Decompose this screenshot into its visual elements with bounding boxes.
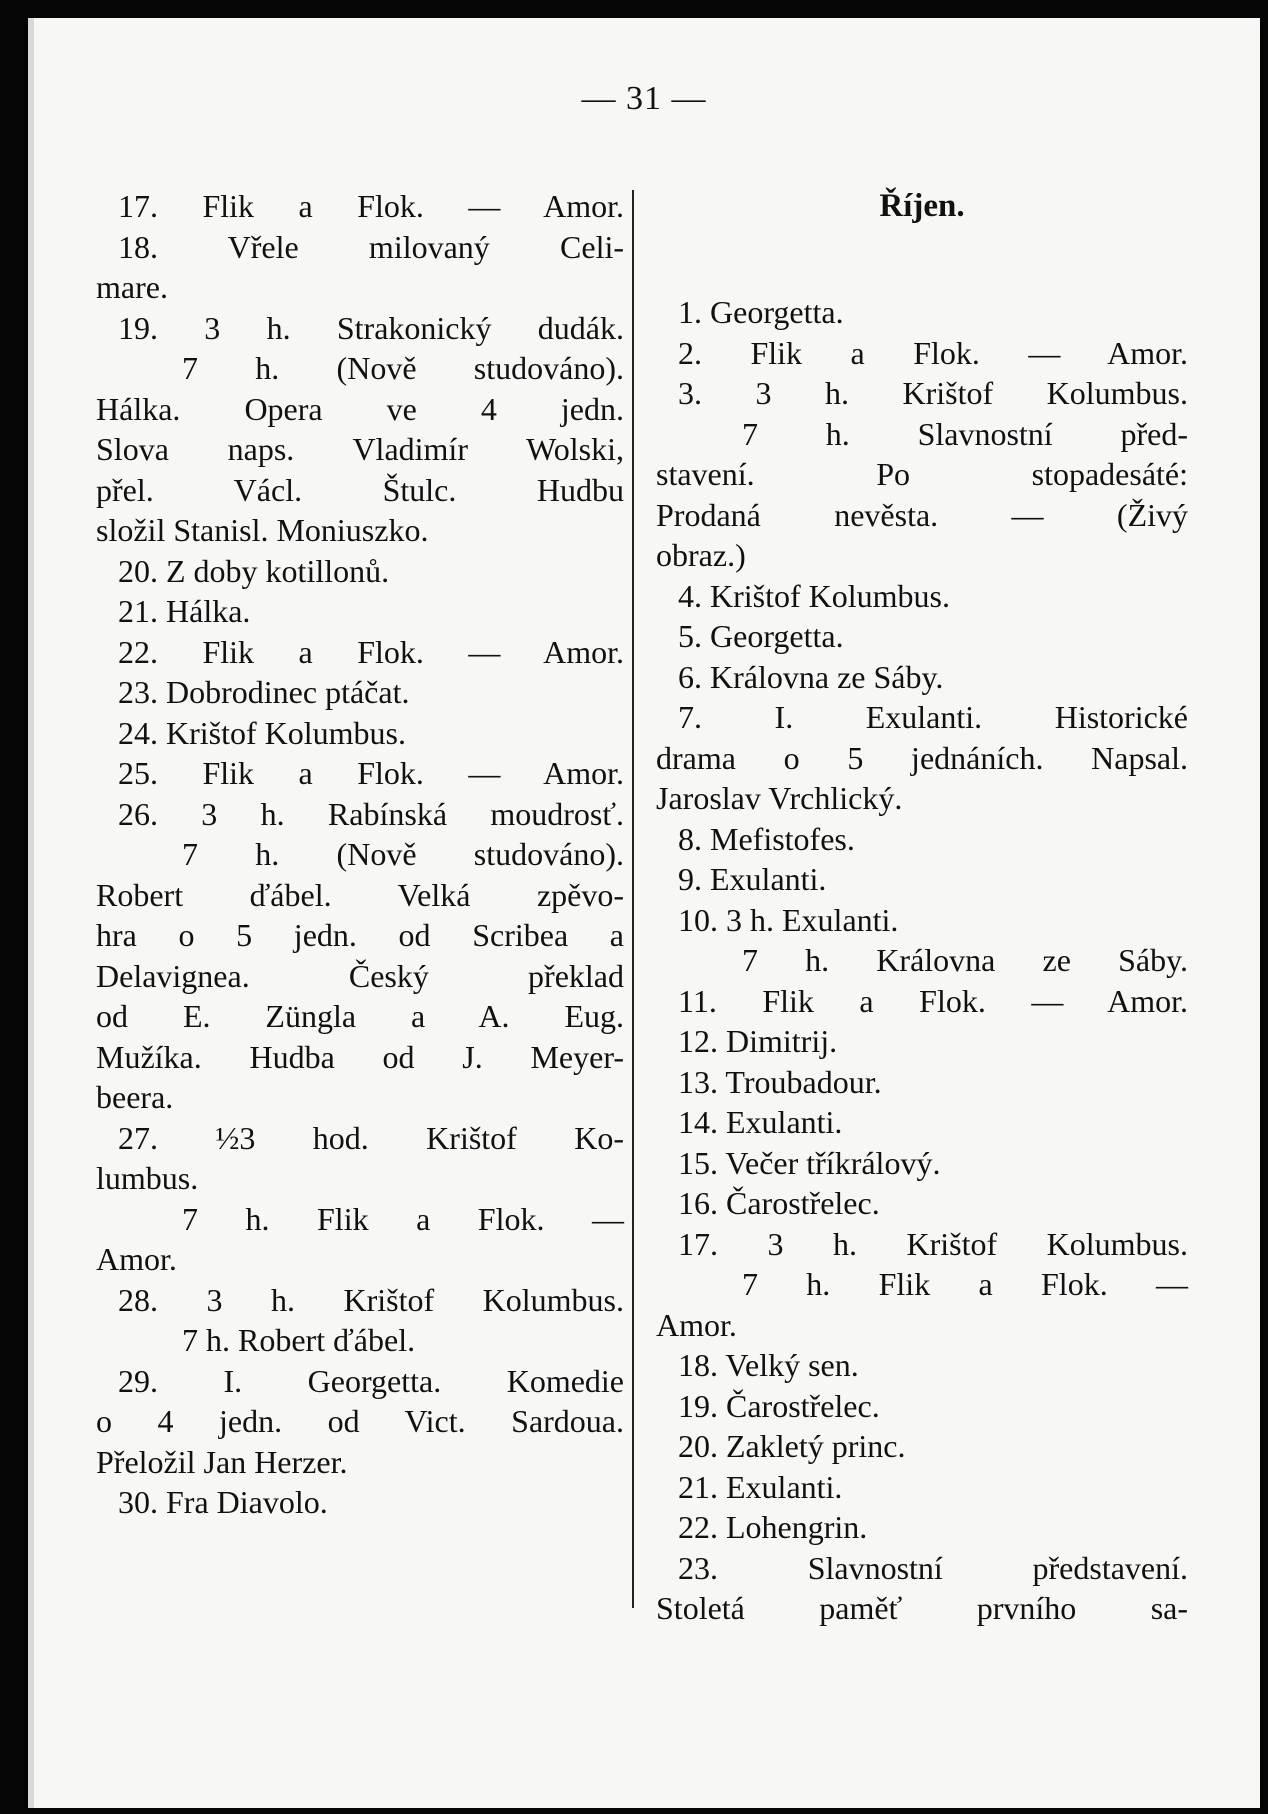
right-column xyxy=(656,186,1188,1629)
text-line: 29. I. Georgetta. Komedie xyxy=(118,1362,624,1399)
text-line: Přeložil Jan Herzer. xyxy=(96,1443,348,1480)
text-line: 10. 3 h. Exulanti. xyxy=(678,901,899,938)
text-line: 22. Lohengrin. xyxy=(678,1509,868,1545)
text-line: 7 h. Slavnostní před- xyxy=(742,415,1188,452)
text-line: 7 h. (Nově studováno). xyxy=(182,836,624,872)
text-line: mare. xyxy=(96,269,168,305)
text-line: 23. Slavnostní představení. xyxy=(678,1549,1188,1586)
text-line: 28. 3 h. Krištof Kolumbus. xyxy=(118,1281,624,1318)
text-line: 13. Troubadour. xyxy=(678,1063,882,1100)
month-heading: Říjen. xyxy=(879,188,965,224)
text-line: 24. Krištof Kolumbus. xyxy=(118,714,406,751)
text-line: 7 h. (Nově studováno). xyxy=(182,350,624,386)
left-column xyxy=(96,186,624,1523)
text-line: 8. Mefistofes. xyxy=(678,820,855,857)
text-line: 17. Flik a Flok. — Amor. xyxy=(118,188,624,224)
text-line: 21. Hálka. xyxy=(118,593,251,629)
text-line: 21. Exulanti. xyxy=(678,1468,843,1505)
text-line: Slova naps. Vladimír Wolski, xyxy=(96,431,624,467)
text-line: přel. Václ. Štulc. Hudbu xyxy=(96,471,624,508)
text-line: Mužíka. Hudba od J. Meyer- xyxy=(96,1038,624,1075)
text-line: stavení. Po stopadesáté: xyxy=(656,456,1188,492)
text-line: 7 h. Královna ze Sáby. xyxy=(742,942,1188,978)
text-line: 18. Velký sen. xyxy=(678,1347,859,1383)
text-line: 2. Flik a Flok. — Amor. xyxy=(678,334,1188,371)
text-line: 18. Vřele milovaný Celi- xyxy=(118,228,624,265)
text-line: 20. Zakletý princ. xyxy=(678,1428,906,1464)
text-line: složil Stanisl. Moniuszko. xyxy=(96,512,429,548)
text-line: hra o 5 jedn. od Scribea a xyxy=(96,917,624,953)
text-line: 5. Georgetta. xyxy=(678,618,844,654)
text-line: lumbus. xyxy=(96,1160,199,1196)
column-divider xyxy=(632,190,634,1608)
text-line: 20. Z doby kotillonů. xyxy=(118,552,390,589)
text-line: Hálka. Opera ve 4 jedn. xyxy=(96,390,624,427)
text-line: 7 h. Flik a Flok. — xyxy=(182,1200,624,1237)
text-line: 22. Flik a Flok. — Amor. xyxy=(118,633,624,670)
text-line: Amor. xyxy=(656,1306,737,1343)
page-number: — 31 — xyxy=(581,80,707,117)
text-line: 25. Flik a Flok. — Amor. xyxy=(118,755,624,791)
text-line: Prodaná nevěsta. — (Živý xyxy=(656,496,1188,533)
text-line: 6. Královna ze Sáby. xyxy=(678,658,944,695)
text-line: 7. I. Exulanti. Historické xyxy=(678,699,1188,735)
text-line: 17. 3 h. Krištof Kolumbus. xyxy=(678,1225,1188,1262)
text-line: 12. Dimitrij. xyxy=(678,1023,838,1059)
text-line: 11. Flik a Flok. — Amor. xyxy=(678,982,1188,1019)
text-line: 14. Exulanti. xyxy=(678,1104,843,1140)
text-line: Robert ďábel. Velká zpěvo- xyxy=(96,876,624,913)
text-line: 16. Čarostřelec. xyxy=(678,1185,880,1221)
text-line: Jaroslav Vrchlický. xyxy=(656,780,903,816)
text-line: Delavignea. Český překlad xyxy=(96,957,624,994)
text-line: 26. 3 h. Rabínská moudrosť. xyxy=(118,795,624,832)
text-line: drama o 5 jednáních. Napsal. xyxy=(656,739,1188,776)
text-line: 7 h. Robert ďábel. xyxy=(182,1322,416,1358)
text-line: 3. 3 h. Krištof Kolumbus. xyxy=(678,375,1188,411)
text-line: 23. Dobrodinec ptáčat. xyxy=(118,674,410,710)
text-line: 1. Georgetta. xyxy=(678,294,844,330)
text-line: Amor. xyxy=(96,1241,177,1277)
text-line: obraz.) xyxy=(656,537,746,573)
text-line: 27. ½3 hod. Krištof Ko- xyxy=(118,1119,624,1156)
text-line: beera. xyxy=(96,1079,174,1115)
text-line: 9. Exulanti. xyxy=(678,861,827,897)
text-line: 7 h. Flik a Flok. — xyxy=(742,1266,1188,1302)
text-line: Stoletá paměť prvního sa- xyxy=(656,1590,1188,1626)
book-page xyxy=(28,18,1260,1808)
text-line: 15. Večer tříkrálový. xyxy=(678,1144,941,1181)
text-line: od E. Züngla a A. Eug. xyxy=(96,998,624,1034)
text-line: 4. Krištof Kolumbus. xyxy=(678,577,950,614)
page-edge xyxy=(28,18,34,1808)
text-line: 30. Fra Diavolo. xyxy=(118,1484,328,1520)
text-line: 19. 3 h. Strakonický dudák. xyxy=(118,309,624,346)
text-line: o 4 jedn. od Vict. Sardoua. xyxy=(96,1403,624,1439)
text-line: 19. Čarostřelec. xyxy=(678,1387,880,1424)
